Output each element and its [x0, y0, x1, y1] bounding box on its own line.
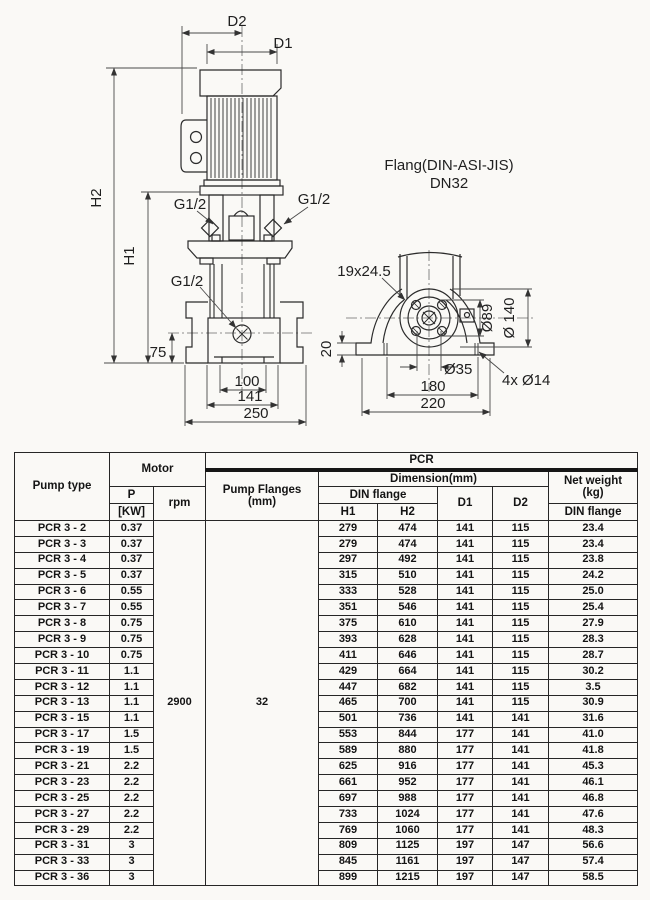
- pump-side-view: [168, 26, 312, 400]
- h2-cell: 916: [378, 759, 438, 775]
- spec-table-row: [15, 791, 638, 807]
- h1-cell: 845: [319, 854, 378, 870]
- pump-type-cell: PCR 3 - 13: [15, 695, 110, 711]
- net-weight-cell: 27.9: [549, 616, 638, 632]
- dim-label-d35: Ø35: [444, 361, 473, 378]
- pump-type-cell: PCR 3 - 6: [15, 584, 110, 600]
- spec-table-row: [15, 727, 638, 743]
- power-kw-cell: 2.2: [110, 775, 154, 791]
- pump-type-cell: PCR 3 - 10: [15, 648, 110, 664]
- h1-cell: 661: [319, 775, 378, 791]
- d2-cell: 115: [493, 695, 549, 711]
- d2-cell: 141: [493, 711, 549, 727]
- d2-cell: 141: [493, 759, 549, 775]
- power-kw-cell: 2.2: [110, 791, 154, 807]
- power-kw-cell: 3: [110, 838, 154, 854]
- net-weight-cell: 23.4: [549, 536, 638, 552]
- pump-type-cell: PCR 3 - 12: [15, 679, 110, 695]
- spec-table-row: [15, 552, 638, 568]
- spec-table-row: [15, 854, 638, 870]
- port-label-g12-right: G1/2: [297, 191, 331, 208]
- h2-cell: 736: [378, 711, 438, 727]
- coupling-section: [202, 195, 282, 241]
- spec-table-row: [15, 695, 638, 711]
- dim-label-d1: D1: [273, 35, 293, 52]
- pump-type-cell: PCR 3 - 29: [15, 822, 110, 838]
- dim-label-h1: H1: [121, 246, 138, 266]
- power-kw-cell: 3: [110, 870, 154, 886]
- header-net-weight-sub: DIN flange: [549, 504, 638, 521]
- dim-label-220: 220: [420, 395, 446, 412]
- d1-cell: 177: [438, 822, 493, 838]
- header-pump-flanges-line2: (mm): [247, 495, 277, 508]
- power-kw-cell: 2.2: [110, 759, 154, 775]
- header-dimension: Dimension(mm): [319, 470, 549, 487]
- dim-label-h2: H2: [88, 188, 105, 208]
- d1-cell: 141: [438, 679, 493, 695]
- h2-cell: 628: [378, 632, 438, 648]
- spec-table-row: [15, 807, 638, 823]
- dim-label-d89: Ø89: [479, 303, 496, 333]
- h2-cell: 1024: [378, 807, 438, 823]
- pump-type-cell: PCR 3 - 27: [15, 807, 110, 823]
- power-kw-cell: 0.55: [110, 600, 154, 616]
- power-kw-cell: 1.1: [110, 664, 154, 680]
- net-weight-cell: 58.5: [549, 870, 638, 886]
- d2-cell: 141: [493, 743, 549, 759]
- header-h1: H1: [319, 504, 378, 521]
- dim-label-141: 141: [237, 388, 263, 405]
- power-kw-cell: 1.5: [110, 743, 154, 759]
- pump-type-cell: PCR 3 - 5: [15, 568, 110, 584]
- flange-dimension-labels: [318, 157, 550, 412]
- d1-cell: 197: [438, 838, 493, 854]
- spec-table-row: [15, 664, 638, 680]
- spec-table-header: [15, 453, 638, 521]
- h1-cell: 279: [319, 536, 378, 552]
- d1-cell: 141: [438, 552, 493, 568]
- pump-centerlines: [168, 26, 312, 400]
- d1-cell: 177: [438, 759, 493, 775]
- port-label-g12-drain: G1/2: [170, 273, 204, 290]
- d2-cell: 141: [493, 807, 549, 823]
- power-kw-cell: 0.37: [110, 568, 154, 584]
- net-weight-cell: 3.5: [549, 679, 638, 695]
- d1-cell: 141: [438, 536, 493, 552]
- pump-type-cell: PCR 3 - 11: [15, 664, 110, 680]
- pump-type-cell: PCR 3 - 19: [15, 743, 110, 759]
- h2-cell: 952: [378, 775, 438, 791]
- net-weight-cell: 46.1: [549, 775, 638, 791]
- pump-type-cell: PCR 3 - 7: [15, 600, 110, 616]
- header-rpm: rpm: [154, 487, 206, 521]
- pump-type-cell: PCR 3 - 8: [15, 616, 110, 632]
- spec-table-row: [15, 759, 638, 775]
- vent-plug-right: [265, 220, 282, 237]
- h1-cell: 375: [319, 616, 378, 632]
- h1-cell: 333: [319, 584, 378, 600]
- net-weight-cell: 41.8: [549, 743, 638, 759]
- d1-cell: 141: [438, 695, 493, 711]
- header-pump-flanges-line1: Pump Flanges: [222, 483, 302, 496]
- power-kw-cell: 1.1: [110, 711, 154, 727]
- header-net-weight-line2: (kg): [582, 487, 604, 500]
- d2-cell: 141: [493, 727, 549, 743]
- header-d2: D2: [493, 487, 549, 521]
- h1-cell: 501: [319, 711, 378, 727]
- h2-cell: 474: [378, 521, 438, 537]
- net-weight-cell: 48.3: [549, 822, 638, 838]
- net-weight-cell: 56.6: [549, 838, 638, 854]
- power-kw-cell: 0.37: [110, 521, 154, 537]
- h2-cell: 844: [378, 727, 438, 743]
- spec-table-row: [15, 822, 638, 838]
- h1-cell: 809: [319, 838, 378, 854]
- d1-cell: 141: [438, 600, 493, 616]
- net-weight-cell: 31.6: [549, 711, 638, 727]
- d1-cell: 141: [438, 616, 493, 632]
- h1-cell: 297: [319, 552, 378, 568]
- h1-cell: 589: [319, 743, 378, 759]
- dim-label-180: 180: [420, 378, 446, 395]
- h2-cell: 610: [378, 616, 438, 632]
- h1-cell: 411: [319, 648, 378, 664]
- net-weight-cell: 28.7: [549, 648, 638, 664]
- pump-type-cell: PCR 3 - 23: [15, 775, 110, 791]
- power-kw-cell: 1.1: [110, 695, 154, 711]
- d2-cell: 115: [493, 648, 549, 664]
- header-din-flange: DIN flange: [319, 487, 438, 504]
- net-weight-cell: 23.4: [549, 521, 638, 537]
- d2-cell: 115: [493, 632, 549, 648]
- pump-type-cell: PCR 3 - 31: [15, 838, 110, 854]
- dim-label-slot-19x24-5: 19x24.5: [337, 263, 391, 280]
- spec-table-row: [15, 632, 638, 648]
- dim-label-20: 20: [318, 340, 335, 358]
- d2-cell: 147: [493, 838, 549, 854]
- spec-table-row: [15, 679, 638, 695]
- net-weight-cell: 24.2: [549, 568, 638, 584]
- net-weight-cell: 23.8: [549, 552, 638, 568]
- d2-cell: 115: [493, 664, 549, 680]
- h2-cell: 546: [378, 600, 438, 616]
- spec-table-row: [15, 838, 638, 854]
- power-kw-cell: 0.37: [110, 536, 154, 552]
- d2-cell: 115: [493, 521, 549, 537]
- terminal-box-hole: [191, 132, 202, 143]
- h1-cell: 429: [319, 664, 378, 680]
- header-pump-type: Pump type: [15, 453, 110, 521]
- net-weight-cell: 28.3: [549, 632, 638, 648]
- pump-type-cell: PCR 3 - 33: [15, 854, 110, 870]
- d2-cell: 141: [493, 775, 549, 791]
- d1-cell: 141: [438, 664, 493, 680]
- h1-cell: 553: [319, 727, 378, 743]
- flange-title: Flang(DIN-ASI-JIS): [384, 157, 514, 174]
- net-weight-cell: 47.6: [549, 807, 638, 823]
- dim-label-75: 75: [149, 344, 167, 361]
- h2-cell: 1161: [378, 854, 438, 870]
- d2-cell: 115: [493, 536, 549, 552]
- spec-table-row: [15, 648, 638, 664]
- power-kw-cell: 3: [110, 854, 154, 870]
- pump-flange-size-cell: 32: [206, 521, 319, 886]
- h2-cell: 1060: [378, 822, 438, 838]
- spec-table-row: [15, 568, 638, 584]
- d2-cell: 147: [493, 854, 549, 870]
- d1-cell: 177: [438, 743, 493, 759]
- d1-cell: 141: [438, 584, 493, 600]
- net-weight-cell: 57.4: [549, 854, 638, 870]
- h1-cell: 625: [319, 759, 378, 775]
- d2-cell: 115: [493, 600, 549, 616]
- pump-base: [186, 302, 303, 363]
- h1-cell: 733: [319, 807, 378, 823]
- d1-cell: 177: [438, 727, 493, 743]
- d1-cell: 197: [438, 870, 493, 886]
- h2-cell: 510: [378, 568, 438, 584]
- pump-type-cell: PCR 3 - 17: [15, 727, 110, 743]
- pump-type-cell: PCR 3 - 36: [15, 870, 110, 886]
- dim-label-250: 250: [243, 405, 269, 422]
- d1-cell: 177: [438, 775, 493, 791]
- power-kw-cell: 1.1: [110, 679, 154, 695]
- h2-cell: 700: [378, 695, 438, 711]
- h1-cell: 447: [319, 679, 378, 695]
- h2-cell: 1215: [378, 870, 438, 886]
- h1-cell: 697: [319, 791, 378, 807]
- net-weight-cell: 25.0: [549, 584, 638, 600]
- spec-table-row: [15, 870, 638, 886]
- h2-cell: 664: [378, 664, 438, 680]
- dim-label-d140: Ø 140: [501, 297, 518, 339]
- dim-label-4x-d14: 4x Ø14: [502, 372, 551, 389]
- d1-cell: 177: [438, 807, 493, 823]
- d2-cell: 115: [493, 584, 549, 600]
- pump-type-cell: PCR 3 - 3: [15, 536, 110, 552]
- header-d1: D1: [438, 487, 493, 521]
- pump-type-cell: PCR 3 - 9: [15, 632, 110, 648]
- header-kw: [KW]: [110, 504, 154, 521]
- spec-table-row: [15, 743, 638, 759]
- pump-type-cell: PCR 3 - 21: [15, 759, 110, 775]
- pump-head: [188, 241, 292, 264]
- h2-cell: 492: [378, 552, 438, 568]
- h1-cell: 899: [319, 870, 378, 886]
- h1-cell: 315: [319, 568, 378, 584]
- d2-cell: 147: [493, 870, 549, 886]
- d1-cell: 177: [438, 791, 493, 807]
- flange-subtitle: DN32: [429, 175, 469, 192]
- d1-cell: 141: [438, 568, 493, 584]
- h2-cell: 474: [378, 536, 438, 552]
- spec-table-row: [15, 616, 638, 632]
- power-kw-cell: 0.75: [110, 648, 154, 664]
- d1-cell: 197: [438, 854, 493, 870]
- spec-table-body: [15, 521, 638, 886]
- net-weight-cell: 45.3: [549, 759, 638, 775]
- spec-table-row: [15, 600, 638, 616]
- terminal-box-hole: [191, 153, 202, 164]
- header-h2: H2: [378, 504, 438, 521]
- d2-cell: 115: [493, 568, 549, 584]
- spec-table-row: [15, 536, 638, 552]
- d2-cell: 141: [493, 822, 549, 838]
- header-pump-flanges: [206, 470, 319, 521]
- d1-cell: 141: [438, 648, 493, 664]
- d2-cell: 141: [493, 791, 549, 807]
- power-kw-cell: 1.5: [110, 727, 154, 743]
- h2-cell: 988: [378, 791, 438, 807]
- header-net-weight: [549, 470, 638, 504]
- pump-type-cell: PCR 3 - 4: [15, 552, 110, 568]
- h1-cell: 351: [319, 600, 378, 616]
- spec-table-row: [15, 521, 638, 537]
- h1-cell: 393: [319, 632, 378, 648]
- header-motor: Motor: [110, 453, 206, 487]
- power-kw-cell: 0.55: [110, 584, 154, 600]
- power-kw-cell: 0.75: [110, 632, 154, 648]
- d1-cell: 141: [438, 632, 493, 648]
- net-weight-cell: 30.9: [549, 695, 638, 711]
- pump-type-cell: PCR 3 - 15: [15, 711, 110, 727]
- d1-cell: 141: [438, 711, 493, 727]
- header-net-weight-line1: Net weight: [563, 475, 623, 488]
- d2-cell: 115: [493, 616, 549, 632]
- net-weight-cell: 41.0: [549, 727, 638, 743]
- h2-cell: 682: [378, 679, 438, 695]
- spec-table-row: [15, 775, 638, 791]
- h1-cell: 465: [319, 695, 378, 711]
- d2-cell: 115: [493, 679, 549, 695]
- motor-body: [181, 70, 283, 195]
- net-weight-cell: 46.8: [549, 791, 638, 807]
- header-pcr: PCR: [206, 453, 638, 470]
- d1-cell: 141: [438, 521, 493, 537]
- power-kw-cell: 0.37: [110, 552, 154, 568]
- spec-table-row: [15, 584, 638, 600]
- pump-type-cell: PCR 3 - 2: [15, 521, 110, 537]
- port-label-g12-left: G1/2: [173, 196, 207, 213]
- pump-type-cell: PCR 3 - 25: [15, 791, 110, 807]
- h2-cell: 646: [378, 648, 438, 664]
- spec-table: [14, 452, 638, 886]
- suction-pipe: [398, 253, 462, 300]
- d2-cell: 115: [493, 552, 549, 568]
- pump-dimensions: [104, 26, 308, 426]
- power-kw-cell: 2.2: [110, 807, 154, 823]
- spec-table-row: [15, 711, 638, 727]
- header-p: P: [110, 487, 154, 504]
- net-weight-cell: 30.2: [549, 664, 638, 680]
- h1-cell: 769: [319, 822, 378, 838]
- power-kw-cell: 0.75: [110, 616, 154, 632]
- h2-cell: 880: [378, 743, 438, 759]
- power-kw-cell: 2.2: [110, 822, 154, 838]
- h2-cell: 528: [378, 584, 438, 600]
- h2-cell: 1125: [378, 838, 438, 854]
- dim-label-100: 100: [234, 373, 260, 390]
- h1-cell: 279: [319, 521, 378, 537]
- dim-label-d2: D2: [227, 13, 247, 30]
- rpm-cell: 2900: [154, 521, 206, 886]
- net-weight-cell: 25.4: [549, 600, 638, 616]
